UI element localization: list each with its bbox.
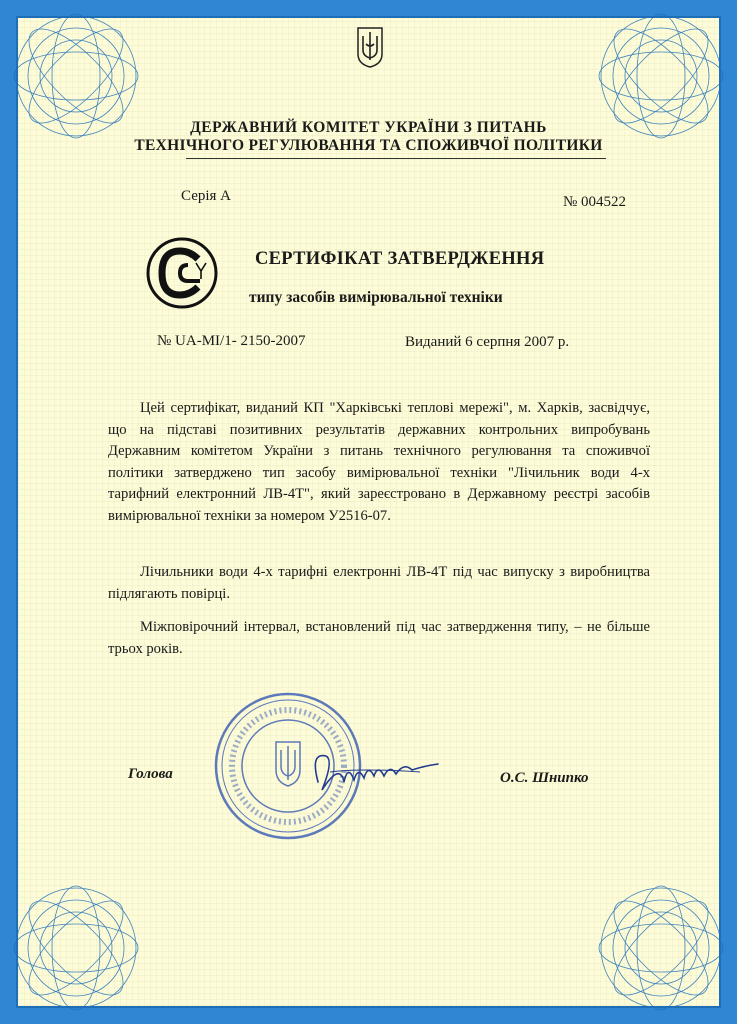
guilloche-rosette-bottom-right (561, 848, 731, 1018)
certificate-subtitle: типу засобів вимірювальної техніки (249, 289, 503, 306)
signatory-role: Голова (128, 766, 173, 782)
signatory-name: О.С. Шнипко (500, 770, 589, 786)
header-divider (186, 158, 606, 159)
handwritten-signature (300, 742, 450, 802)
body-paragraph-1: Цей сертифікат, виданий КП "Харківські теплові мережі", м. Харків, засвідчує, що на підставі позитивних результатів державних контрольних випробувань Державним комітетом України з питань технічного регулювання та споживчої політики затверджено тип засобу вимірювальної техніки "Лічильник води 4-х тарифний електронний ЛВ-4Т", який зареєстровано в Державному реєстрі засобів вимірювальної техніки за номером У2516-07. (108, 400, 650, 524)
conformity-mark-icon (144, 235, 220, 311)
certificate-number: № 004522 (563, 194, 627, 210)
series-label: Серія А (181, 188, 231, 204)
committee-name-line1: ДЕРЖАВНИЙ КОМІТЕТ УКРАЇНИ З ПИТАНЬ (190, 119, 547, 136)
certificate-title: СЕРТИФІКАТ ЗАТВЕРДЖЕННЯ (255, 249, 545, 269)
coat-of-arms-icon (356, 26, 384, 68)
registration-number: № UA-MI/1- 2150-2007 (157, 333, 306, 349)
guilloche-rosette-bottom-left (6, 848, 176, 1018)
issue-date: Виданий 6 серпня 2007 р. (405, 334, 570, 350)
body-paragraph-2: Лічильники води 4-х тарифні електронні ЛВ-4Т під час випуску з виробництва підлягають повірці. (108, 564, 650, 602)
committee-name-line2: ТЕХНІЧНОГО РЕГУЛЮВАННЯ ТА СПОЖИВЧОЇ ПОЛІТИКИ (134, 137, 603, 154)
body-paragraph-3: Міжповірочний інтервал, встановлений під час затвердження типу, – не більше трьох років. (108, 619, 650, 657)
